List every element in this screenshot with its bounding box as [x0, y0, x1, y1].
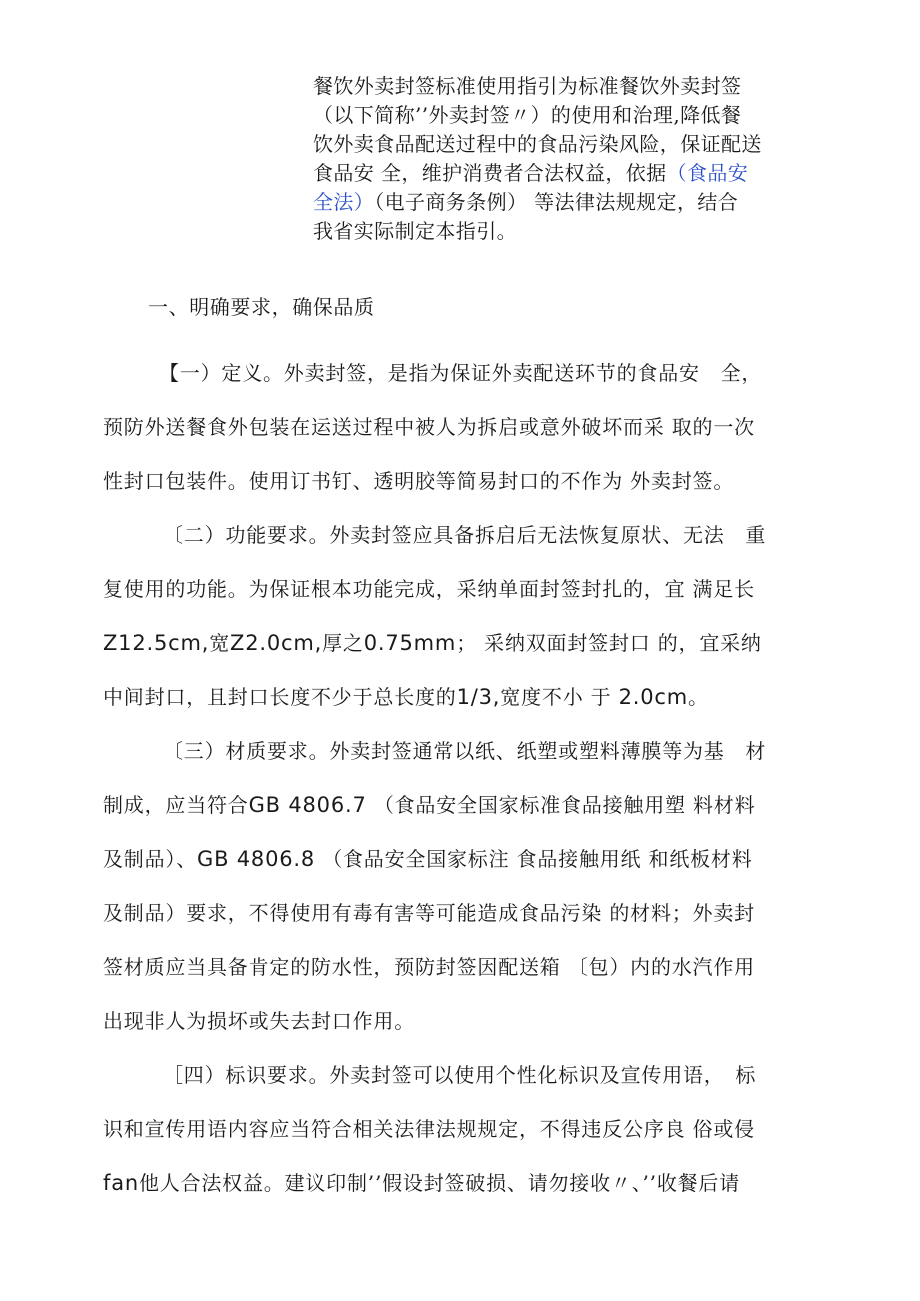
paragraph-text: 宽度不小 于	[500, 685, 619, 709]
paragraph-text: 他人合法权益。建议印制’’假设封签破损、请勿接收〃、’’收餐后请	[138, 1171, 741, 1195]
paragraph-text: 及制品）、	[103, 847, 197, 871]
paragraph-line: 出现非人为损坏或失去封口作用。	[103, 1009, 415, 1033]
paragraph-line: 识和宣传用语内容应当符合相关法律法规规定，不得违反公序良 俗或侵	[103, 1117, 755, 1141]
standard-code: GB 4806.8	[197, 847, 316, 871]
paragraph-line	[103, 670, 815, 724]
paragraph-line	[103, 778, 815, 832]
paragraph-line: 复使用的功能。为保证根本功能完成，采纳单面封签封扎的，宜 满足长	[103, 577, 755, 601]
paragraph-line	[103, 1156, 815, 1210]
paragraph-line	[103, 616, 815, 670]
paragraph-line: 〔二）功能要求。外卖封签应具备拆启后无法恢复原状、无法 重	[163, 523, 767, 547]
paragraph-material-requirements	[103, 724, 815, 1048]
intro-line: 餐饮外卖封签标准使用指引为标准餐饮外卖封签	[313, 74, 742, 98]
measurement-text: 1/3,	[456, 685, 501, 709]
paragraph-definition	[103, 346, 815, 508]
intro-line	[313, 159, 808, 188]
paragraph-text: ； 采纳双面封签封口 的，宜采纳	[456, 631, 762, 655]
paragraph-line: 及制品）要求，不得使用有毒有害等可能造成食品污染 的材料；外卖封	[103, 901, 755, 925]
law-reference-link-continued[interactable]: 全法）	[313, 190, 375, 214]
measurement-text: 2.0cm	[618, 685, 689, 709]
paragraph-text: （食品安全国家标准食品接触用塑 料材料	[366, 793, 756, 817]
paragraph-function-requirements	[103, 508, 815, 724]
paragraph-line: 〔三）材质要求。外卖封签通常以纸、纸塑或塑料薄膜等为基 材	[163, 739, 767, 763]
intro-line: （以下简称’’外卖封签〃）的使用和治理,降低餐	[313, 103, 742, 127]
intro-text: 食品安 全，维护消费者合法权益，依据	[313, 161, 667, 185]
paragraph-text: 。	[688, 685, 709, 709]
intro-line: 饮外卖食品配送过程中的食品污染风险，保证配送	[313, 132, 762, 156]
section-heading: 一、明确要求，确保品质	[148, 295, 375, 319]
intro-text: （电子商务条例） 等法律法规规定，结合	[374, 190, 739, 214]
paragraph-line: ［四）标识要求。外卖封签可以使用个性化标识及宣传用语， 标	[163, 1063, 757, 1087]
paragraph-text: （食品安全国家标注 食品接触用纸 和纸板材料	[315, 847, 753, 871]
paragraph-line: 预防外送餐食外包装在运送过程中被人为拆启或意外破坏而采 取的一次	[103, 415, 755, 439]
measurement-text: Z2.0cm,	[230, 631, 323, 655]
standard-code: GB 4806.7	[248, 793, 367, 817]
paragraph-text-latin: fan	[103, 1171, 139, 1195]
paragraph-text: 中间封口，且封口长度不少于总长度的	[103, 685, 457, 709]
measurement-text: Z12.5cm,	[103, 631, 210, 655]
intro-block	[313, 72, 808, 246]
paragraph-line: 【一）定义。外卖封签，是指为保证外卖配送环节的食品安 全，	[159, 361, 763, 385]
document-body	[103, 346, 815, 1210]
law-reference-link[interactable]: （食品安	[666, 161, 749, 185]
intro-line	[313, 188, 808, 217]
paragraph-text: 宽	[209, 631, 231, 655]
paragraph-text: 制成，应当符合	[103, 793, 249, 817]
paragraph-line: 性封口包装件。使用订书钉、透明胶等简易封口的不作为 外卖封签。	[103, 469, 735, 493]
paragraph-line: 签材质应当具备肯定的防水性，预防封签因配送箱 〔包）内的水汽作用	[103, 955, 755, 979]
measurement-text: 0.75mm	[363, 631, 457, 655]
intro-line: 我省实际制定本指引。	[313, 219, 517, 243]
paragraph-text: 厚之	[322, 631, 364, 655]
paragraph-line	[103, 832, 815, 886]
paragraph-label-requirements	[103, 1048, 815, 1210]
